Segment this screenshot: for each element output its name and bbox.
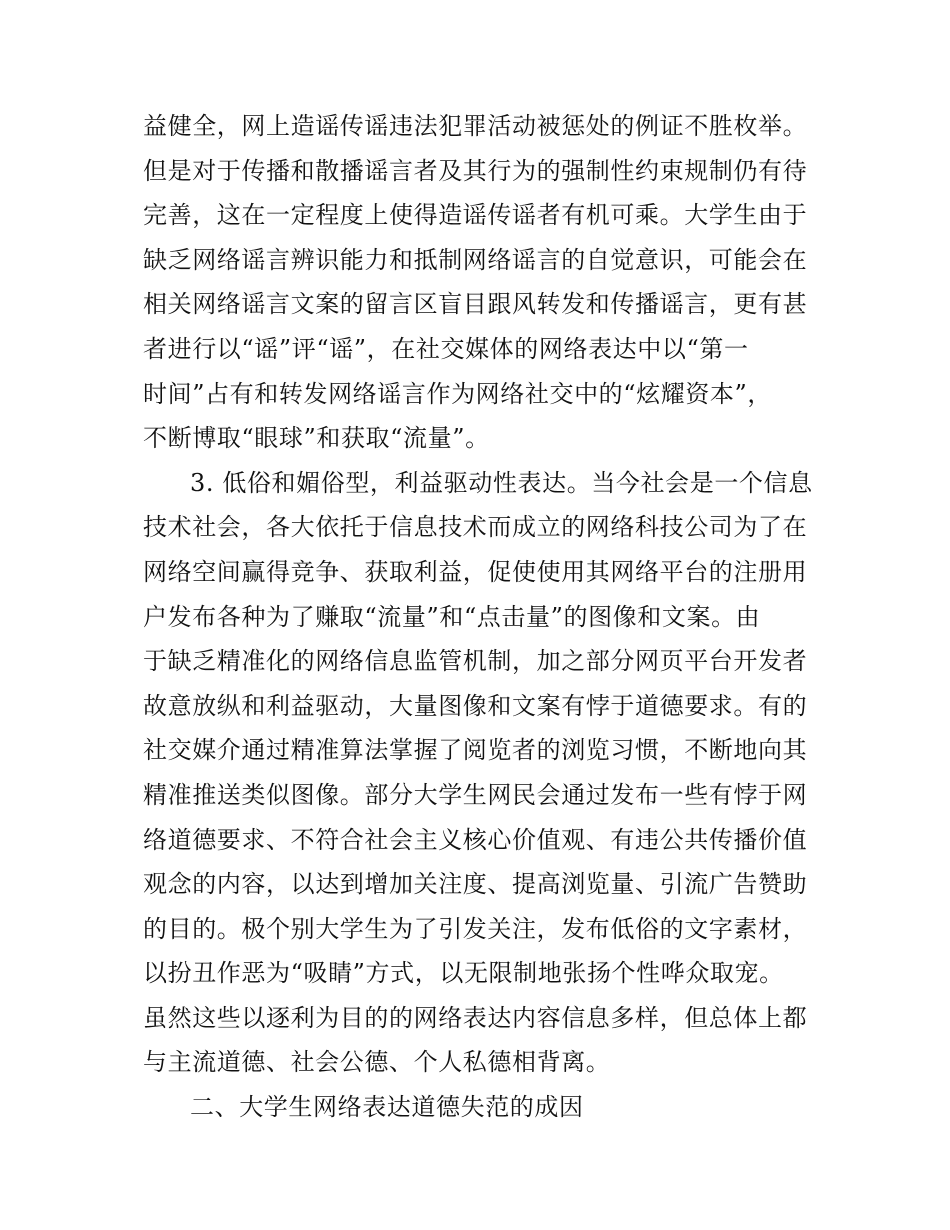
body-text	[143, 104, 813, 1130]
section-heading	[143, 1085, 813, 1130]
text-line: 于缺乏精准化的网络信息监管机制，加之部分网页平台开发者	[143, 647, 808, 676]
text-line: 精准推送类似图像。部分大学生网民会通过发布一些有悖于网	[143, 780, 808, 809]
text-line: 络道德要求、不符合社会主义核心价值观、有违公共传播价值	[143, 825, 808, 854]
text-line: 以扮丑作恶为“吸睛”方式，以无限制地张扬个性哗众取宠。	[143, 959, 784, 988]
text-line: 观念的内容，以达到增加关注度、提高浏览量、引流广告赞助	[143, 870, 808, 899]
text-line: 不断博取“眼球”和获取“流量”。	[143, 424, 490, 453]
text-line: 故意放纵和利益驱动，大量图像和文案有悖于道德要求。有的	[143, 691, 808, 720]
heading-text: 二、大学生网络表达道德失范的成因	[190, 1093, 584, 1122]
text-line: 网络空间赢得竞争、获取利益，促使使用其网络平台的注册用	[143, 557, 808, 586]
text-line: 者进行以“谣”评“谣”，在社交媒体的网络表达中以“第一	[143, 334, 749, 363]
paragraph-2	[143, 461, 813, 1085]
text-line: 3. 低俗和媚俗型，利益驱动性表达。当今社会是一个信息	[190, 468, 813, 497]
text-line: 与主流道德、社会公德、个人私德相背离。	[143, 1048, 611, 1077]
text-line: 但是对于传播和散播谣言者及其行为的强制性约束规制仍有待	[143, 156, 808, 185]
text-line: 的目的。极个别大学生为了引发关注，发布低俗的文字素材，	[143, 914, 808, 943]
paragraph-1	[143, 104, 813, 461]
text-line: 虽然这些以逐利为目的的网络表达内容信息多样，但总体上都	[143, 1003, 808, 1032]
text-line: 户发布各种为了赚取“流量”和“点击量”的图像和文案。由	[143, 602, 761, 631]
text-line: 完善，这在一定程度上使得造谣传谣者有机可乘。大学生由于	[143, 201, 808, 230]
text-line: 缺乏网络谣言辨识能力和抵制网络谣言的自觉意识，可能会在	[143, 245, 808, 274]
text-line: 相关网络谣言文案的留言区盲目跟风转发和传播谣言，更有甚	[143, 290, 808, 319]
text-line: 益健全，网上造谣传谣违法犯罪活动被惩处的例证不胜枚举。	[143, 112, 808, 140]
text-line: 技术社会，各大依托于信息技术而成立的网络科技公司为了在	[143, 513, 808, 542]
text-line: 时间”占有和转发网络谣言作为网络社交中的“炫耀资本”，	[143, 379, 773, 408]
text-line: 社交媒介通过精准算法掌握了阅览者的浏览习惯，不断地向其	[143, 736, 808, 765]
